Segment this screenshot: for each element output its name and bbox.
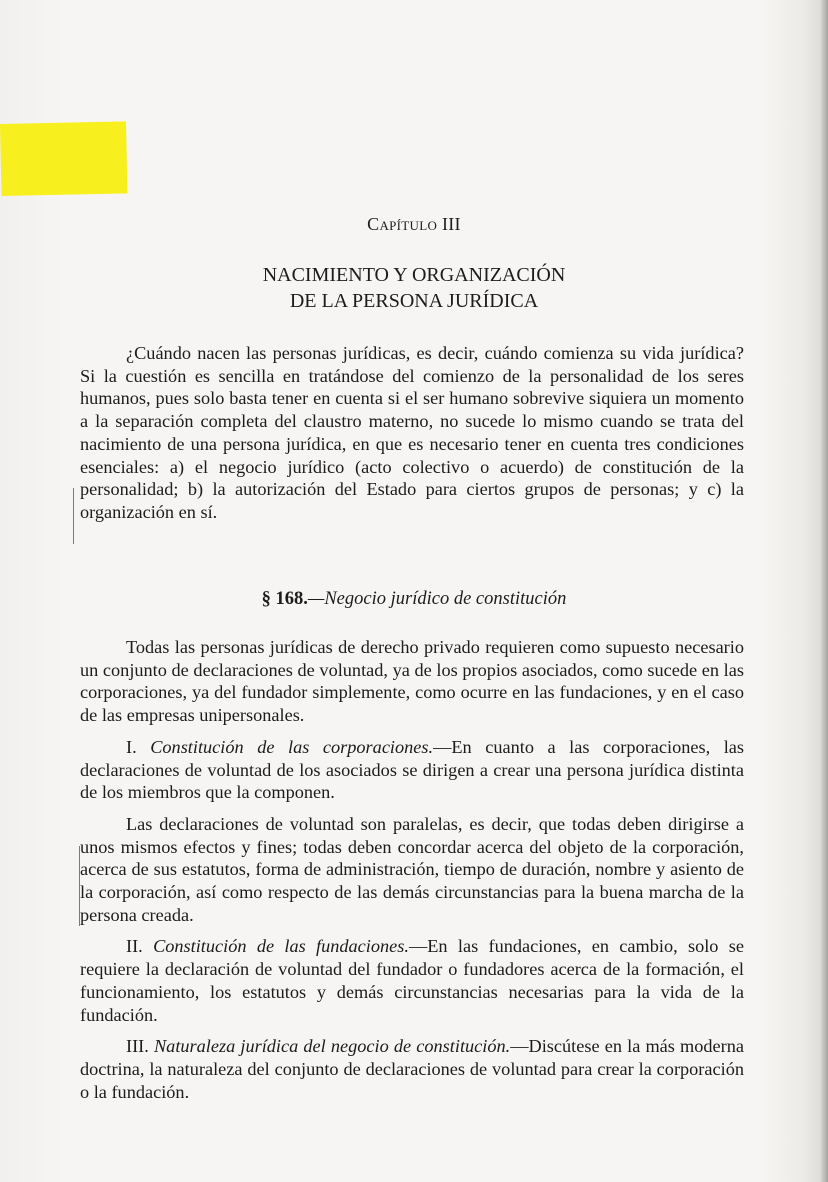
paragraph-personas-juridicas: Todas las personas jurídicas de derecho privado requieren como supuesto necesario un conjunto de declaraciones de voluntad, ya de los propios asociados, como sucede en las corporaciones, ya del fundador simplemente, como ocurre en las fundaciones, y en el caso de las empresas unipersonales.: [80, 637, 744, 726]
paragraph-naturaleza: [80, 1035, 744, 1103]
section-text-block: [80, 636, 744, 1103]
paragraph-body: —En las fundaciones, en cambio, solo se requiere la declaración de voluntad del fundador o fundadores acerca de la formación, el funcionamiento, los estatutos y demás circunstancias necesarias para la vida de la fundación.: [80, 936, 744, 1025]
margin-pencil-mark: [73, 488, 74, 544]
chapter-title-line-1: NACIMIENTO Y ORGANIZACIÓN: [262, 264, 566, 286]
paragraph-heading: Constitución de las corporaciones.: [150, 736, 434, 757]
chapter-label: [0, 214, 828, 235]
paragraph-fundaciones: [80, 935, 744, 1026]
section-title: —Negocio jurídico de constitución: [307, 589, 567, 609]
section-number: § 168.: [261, 589, 308, 609]
chapter-label-text: Capítulo III: [367, 214, 461, 234]
chapter-title: [0, 262, 828, 314]
paragraph-heading: Naturaleza jurídica del negocio de constitución.: [153, 1036, 511, 1057]
paragraph-declaraciones: Las declaraciones de voluntad son paralelas, es decir, que todas deben dirigirse a unos mismos efectos y fines; todas deben concordar acerca del objeto de la corporación, acerca de sus estatutos, forma de administración, tiempo de duración, nombre y asiento de la corporación, así como respecto de las demás circunstancias para la buena marcha de la persona creada.: [80, 813, 744, 925]
paragraph-corporaciones: [80, 736, 744, 804]
paragraph-number: I.: [126, 736, 151, 757]
yellow-sticky-note: [0, 121, 127, 196]
paragraph-body: —En cuanto a las corporaciones, las declaraciones de voluntad de los asociados se dirigen a crear una persona jurídica distinta de los miembros que la componen.: [80, 736, 745, 803]
paragraph-number: III.: [126, 1036, 154, 1057]
chapter-title-line-2: DE LA PERSONA JURÍDICA: [289, 290, 539, 312]
paragraph-heading: Constitución de las fundaciones.: [153, 936, 409, 957]
section-heading: [0, 589, 828, 610]
intro-paragraph: ¿Cuándo nacen las personas jurídicas, es decir, cuándo comienza su vida jurídica? Si la cuestión es sencilla en tratándose del comienzo de la personalidad de los seres humanos, pues solo basta tener en cuenta si el ser humano sobrevive siquiera un momento a la separación completa del claustro materno, no sucede lo mismo cuando se trata del nacimiento de una persona jurídica, en que es necesario tener en cuenta tres condiciones esenciales: a) el negocio jurídico (acto colectivo o acuerdo) de constitución de la personalidad; b) la autorización del Estado para ciertos grupos de personas; y c) la organización en sí.: [80, 343, 744, 522]
intro-text-block: [80, 342, 744, 524]
paragraph-number: II.: [126, 936, 154, 957]
paragraph-body: —Discútese en la más moderna doctrina, la naturaleza del conjunto de declaraciones de voluntad para crear la corporación o la fundación.: [80, 1036, 745, 1102]
